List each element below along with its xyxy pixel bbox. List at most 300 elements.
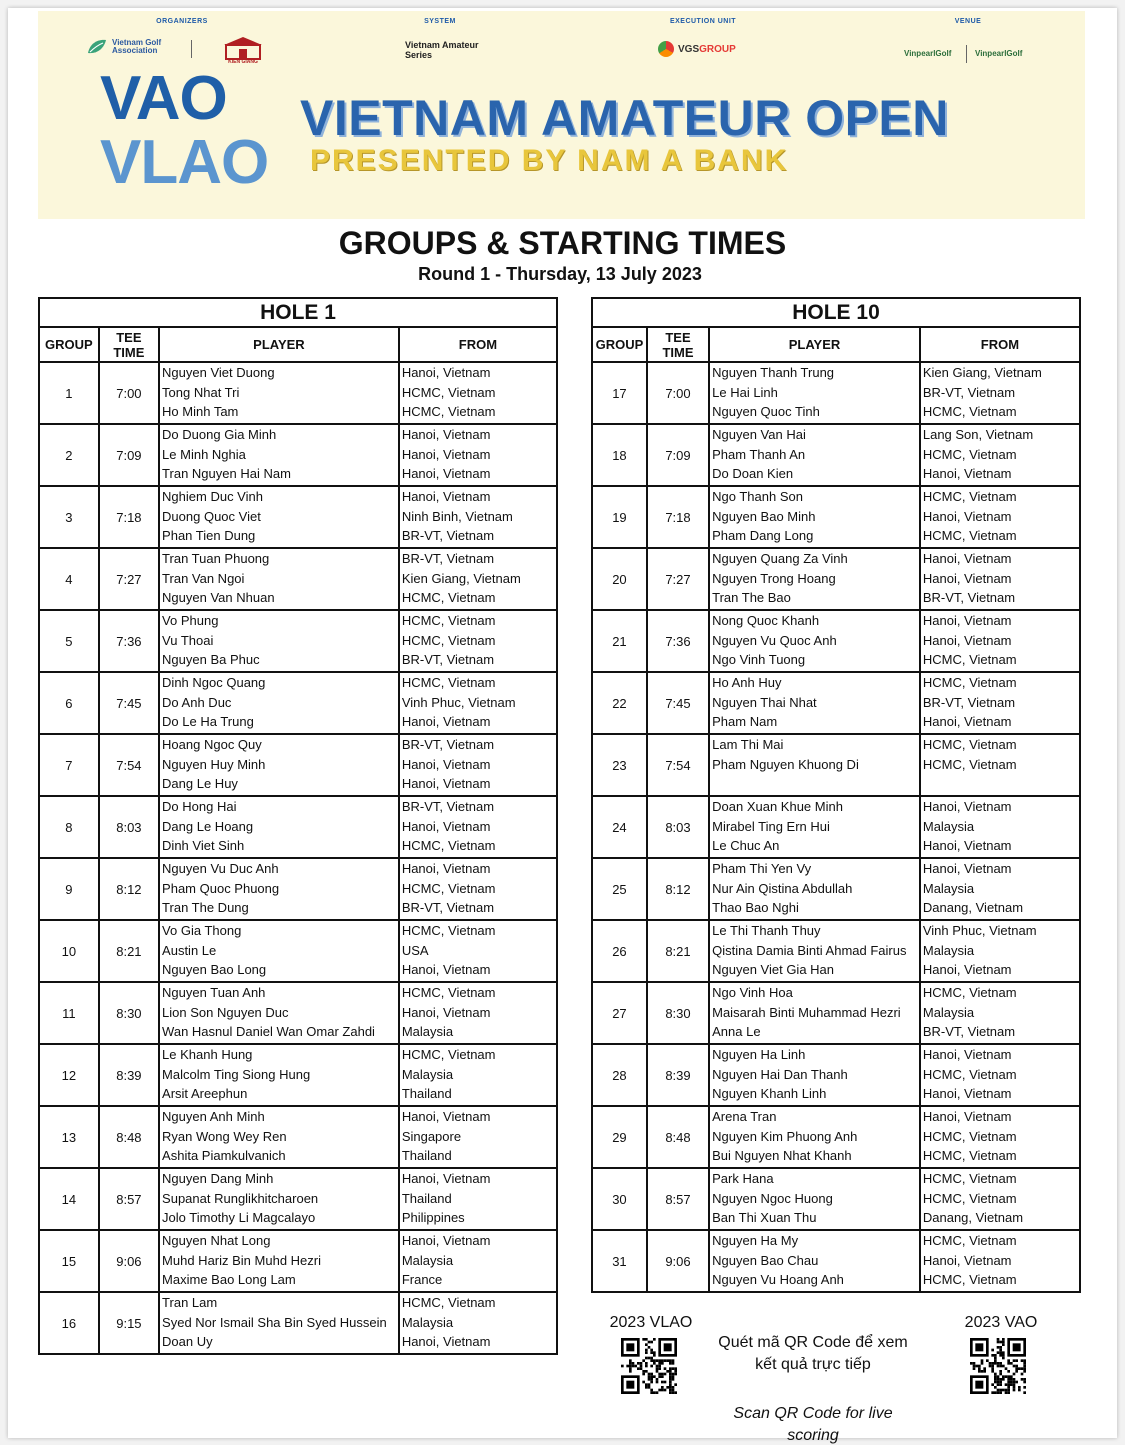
player-name: Maxime Bao Long Lam: [162, 1272, 296, 1287]
group-row: [39, 734, 557, 796]
player-name: Nguyen Bao Long: [162, 962, 267, 977]
group-number: 22: [592, 672, 647, 734]
tee-time: 7:18: [647, 486, 709, 548]
player-cell: [159, 1044, 399, 1106]
from-cell: [399, 1292, 557, 1354]
player-origin: Hanoi, Vietnam: [401, 446, 491, 462]
tee-time: 8:30: [99, 982, 159, 1044]
player-name: Do Duong Gia Minh: [162, 427, 277, 442]
tee-time: 7:45: [99, 672, 159, 734]
from-cell: [399, 858, 557, 920]
player-name: Ashita Piamkulvanich: [162, 1148, 286, 1163]
player-origin: Hanoi, Vietnam: [922, 466, 1012, 481]
group-row: [592, 982, 1080, 1044]
group-row: [592, 424, 1080, 486]
player-origin: Singapore: [401, 1128, 462, 1144]
tee-time: 8:30: [647, 982, 709, 1044]
player-origin: Kien Giang, Vietnam: [922, 365, 1042, 380]
player-name: Nguyen Vu Duc Anh: [162, 861, 279, 876]
player-name: Ngo Thanh Son: [712, 489, 803, 504]
player-name: Mirabel Ting Ern Hui: [712, 818, 830, 834]
from-cell: [399, 362, 557, 424]
player-cell: [709, 1168, 920, 1230]
player-name: Tran Tuan Phuong: [162, 551, 270, 566]
hole-10-title: HOLE 10: [592, 298, 1080, 327]
group-row: [592, 548, 1080, 610]
group-number: 15: [39, 1230, 99, 1292]
from-cell: [920, 1230, 1080, 1292]
tee-time: 8:48: [99, 1106, 159, 1168]
player-name: Nong Quoc Khanh: [712, 613, 820, 628]
player-origin: Hanoi, Vietnam: [922, 799, 1012, 814]
player-name: Pham Quoc Phuong: [162, 880, 280, 896]
time-label: TIME: [113, 344, 145, 360]
player-origin: HCMC, Vietnam: [922, 1128, 1017, 1144]
player-name: Tran The Dung: [162, 900, 249, 915]
player-origin: Danang, Vietnam: [922, 1210, 1024, 1225]
player-origin: HCMC, Vietnam: [401, 880, 496, 896]
vao-qr-code-icon[interactable]: [970, 1338, 1026, 1394]
group-row: [592, 1044, 1080, 1106]
group-row: [592, 610, 1080, 672]
tee-time: 7:27: [647, 548, 709, 610]
player-name: Pham Nguyen Khuong Di: [712, 756, 859, 772]
group-number: 10: [39, 920, 99, 982]
player-cell: [709, 672, 920, 734]
group-row: [39, 486, 557, 548]
player-origin: HCMC, Vietnam: [401, 1295, 496, 1310]
player-origin: Vinh Phuc, Vietnam: [401, 694, 516, 710]
player-cell: [709, 486, 920, 548]
system-caption: SYSTEM: [424, 18, 456, 25]
player-name: Vo Phung: [162, 613, 219, 628]
from-cell: [920, 796, 1080, 858]
player-name: Bui Nguyen Nhat Khanh: [712, 1148, 852, 1163]
player-origin: [923, 774, 1077, 793]
player-name: Pham Thi Yen Vy: [712, 861, 812, 876]
group-number: 2: [39, 424, 99, 486]
group-number: 18: [592, 424, 647, 486]
group-row: [39, 548, 557, 610]
player-name: Nguyen Trong Hoang: [712, 570, 836, 586]
player-origin: HCMC, Vietnam: [401, 923, 496, 938]
player-origin: HCMC, Vietnam: [922, 1190, 1017, 1206]
venue-divider: [966, 45, 967, 63]
group-row: [39, 362, 557, 424]
player-origin: Hanoi, Vietnam: [922, 508, 1012, 524]
group-number: 21: [592, 610, 647, 672]
group-row: [39, 1044, 557, 1106]
player-origin: HCMC, Vietnam: [922, 1272, 1017, 1287]
group-row: [592, 486, 1080, 548]
group-number: 7: [39, 734, 99, 796]
player-origin: BR-VT, Vietnam: [922, 384, 1016, 400]
player-origin: Hanoi, Vietnam: [401, 962, 491, 977]
player-name: Ngo Vinh Hoa: [712, 985, 793, 1000]
logo-divider: [191, 40, 192, 58]
player-origin: Hanoi, Vietnam: [401, 466, 491, 481]
hole-1-title: HOLE 1: [39, 298, 557, 327]
player-name: Nguyen Dang Minh: [162, 1171, 274, 1186]
player-cell: [159, 610, 399, 672]
player-cell: [159, 982, 399, 1044]
player-name: Nguyen Kim Phuong Anh: [712, 1128, 858, 1144]
tee-label: TEE: [116, 329, 142, 345]
group-row: [39, 1106, 557, 1168]
group-row: [39, 920, 557, 982]
player-origin: Vinh Phuc, Vietnam: [922, 923, 1037, 938]
player-origin: Hanoi, Vietnam: [922, 1109, 1012, 1124]
player-origin: Malaysia: [401, 1252, 454, 1268]
page-heading: GROUPS & STARTING TIMES: [338, 225, 787, 261]
player-name: Do Doan Kien: [712, 466, 794, 481]
player-name: Nguyen Thai Nhat: [712, 694, 817, 710]
group-row: [39, 1230, 557, 1292]
from-cell: [399, 1044, 557, 1106]
tee-time-col-header: [99, 327, 159, 362]
tee-time: 8:21: [99, 920, 159, 982]
player-name: Nguyen Thanh Trung: [712, 365, 835, 380]
tee-time: 9:15: [99, 1292, 159, 1354]
from-col-header: FROM: [920, 327, 1080, 362]
execution-caption: EXECUTION UNIT: [669, 18, 737, 25]
group-col-header: GROUP: [592, 327, 647, 362]
player-name: Le Chuc An: [712, 838, 780, 853]
group-number: 16: [39, 1292, 99, 1354]
player-name: Tong Nhat Tri: [162, 384, 240, 400]
vga-leaf-icon: [86, 37, 108, 57]
player-cell: [159, 796, 399, 858]
tee-time: 7:00: [647, 362, 709, 424]
player-cell: [159, 672, 399, 734]
group-number: 5: [39, 610, 99, 672]
player-name: Vu Thoai: [162, 632, 214, 648]
venue-logo-1: VinpearlGolf: [904, 49, 952, 58]
player-origin: BR-VT, Vietnam: [401, 652, 495, 667]
player-name: Pham Dang Long: [712, 528, 814, 543]
player-cell: [709, 362, 920, 424]
player-origin: Thailand: [401, 1148, 452, 1163]
from-cell: [920, 734, 1080, 796]
player-name: Nguyen Vu Quoc Anh: [712, 632, 837, 648]
player-cell: [709, 548, 920, 610]
group-number: 9: [39, 858, 99, 920]
from-cell: [920, 610, 1080, 672]
hole-10-table: [591, 297, 1081, 1293]
player-name: Park Hana: [712, 1171, 774, 1186]
player-origin: BR-VT, Vietnam: [401, 551, 495, 566]
from-cell: [920, 424, 1080, 486]
player-origin: Danang, Vietnam: [922, 900, 1024, 915]
player-origin: Hanoi, Vietnam: [401, 1004, 491, 1020]
player-origin: Hanoi, Vietnam: [401, 861, 491, 876]
group-row: [592, 1230, 1080, 1292]
group-number: 31: [592, 1230, 647, 1292]
tee-time: 8:57: [99, 1168, 159, 1230]
group-row: [39, 610, 557, 672]
player-origin: Lang Son, Vietnam: [922, 427, 1034, 442]
player-origin: Hanoi, Vietnam: [401, 1233, 491, 1248]
player-origin: Ninh Binh, Vietnam: [401, 508, 513, 524]
player-origin: HCMC, Vietnam: [922, 756, 1017, 772]
from-cell: [920, 920, 1080, 982]
from-cell: [399, 1106, 557, 1168]
player-name: Le Hai Linh: [712, 384, 778, 400]
player-origin: USA: [401, 942, 429, 958]
from-cell: [920, 1106, 1080, 1168]
from-cell: [920, 548, 1080, 610]
schedule-sheet: [8, 8, 1117, 1444]
from-cell: [920, 982, 1080, 1044]
from-cell: [399, 1168, 557, 1230]
player-origin: HCMC, Vietnam: [401, 590, 496, 605]
tee-time: 8:57: [647, 1168, 709, 1230]
player-cell: [159, 1168, 399, 1230]
from-cell: [399, 610, 557, 672]
player-origin: Hanoi, Vietnam: [922, 714, 1012, 729]
player-name: Nguyen Huy Minh: [162, 756, 266, 772]
player-name: Lam Thi Mai: [712, 737, 784, 752]
player-cell: [159, 1106, 399, 1168]
player-origin: Thailand: [401, 1190, 452, 1206]
from-cell: [399, 920, 557, 982]
group-number: 25: [592, 858, 647, 920]
player-cell: [709, 1106, 920, 1168]
player-name: Nguyen Bao Minh: [712, 508, 816, 524]
vgs-emblem-icon: [658, 41, 674, 57]
player-name: Malcolm Ting Siong Hung: [162, 1066, 311, 1082]
player-origin: Hanoi, Vietnam: [922, 1086, 1012, 1101]
player-origin: Malaysia: [401, 1066, 454, 1082]
player-name: Do Le Ha Trung: [162, 714, 254, 729]
group-row: [39, 858, 557, 920]
player-name: Pham Nam: [712, 714, 778, 729]
from-cell: [399, 796, 557, 858]
player-origin: BR-VT, Vietnam: [922, 590, 1016, 605]
player-origin: Malaysia: [401, 1024, 454, 1039]
player-cell: [159, 548, 399, 610]
group-row: [39, 1292, 557, 1354]
from-cell: [399, 734, 557, 796]
group-row: [39, 1168, 557, 1230]
player-origin: HCMC, Vietnam: [922, 652, 1017, 667]
vlao-logo: VLAO: [100, 128, 269, 197]
player-name: Nguyen Nhat Long: [162, 1233, 271, 1248]
group-number: 4: [39, 548, 99, 610]
player-cell: [709, 1230, 920, 1292]
player-cell: [709, 982, 920, 1044]
player-origin: Hanoi, Vietnam: [401, 1171, 491, 1186]
group-row: [592, 858, 1080, 920]
group-row: [39, 982, 557, 1044]
tee-time: 8:48: [647, 1106, 709, 1168]
from-cell: [399, 548, 557, 610]
player-origin: HCMC, Vietnam: [922, 675, 1017, 690]
vlao-qr-label: 2023 VLAO: [609, 1314, 693, 1331]
player-cell: [709, 424, 920, 486]
group-number: 6: [39, 672, 99, 734]
player-name: Arena Tran: [712, 1109, 777, 1124]
player-origin: Malaysia: [922, 942, 975, 958]
from-cell: [920, 858, 1080, 920]
player-name: Nghiem Duc Vinh: [162, 489, 263, 504]
player-origin: Hanoi, Vietnam: [401, 818, 491, 834]
player-cell: [159, 1292, 399, 1354]
player-origin: BR-VT, Vietnam: [401, 737, 495, 752]
player-origin: Hanoi, Vietnam: [401, 1334, 491, 1349]
player-name: Tran Nguyen Hai Nam: [162, 466, 291, 481]
player-col-header: PLAYER: [159, 327, 399, 362]
from-cell: [920, 486, 1080, 548]
player-origin: Malaysia: [401, 1314, 454, 1330]
player-origin: HCMC, Vietnam: [922, 1148, 1017, 1163]
player-origin: Hanoi, Vietnam: [401, 365, 491, 380]
vgs-text: VGS: [678, 43, 700, 55]
player-origin: HCMC, Vietnam: [922, 1171, 1017, 1186]
player-origin: Hanoi, Vietnam: [401, 714, 491, 729]
player-origin: HCMC, Vietnam: [922, 1233, 1017, 1248]
player-origin: Thailand: [401, 1086, 452, 1101]
tee-time: 8:21: [647, 920, 709, 982]
group-number: 23: [592, 734, 647, 796]
player-name: Nguyen Ha My: [712, 1233, 799, 1248]
vgs-group-logo: [658, 41, 736, 57]
player-name: Nguyen Vu Hoang Anh: [712, 1272, 844, 1287]
player-origin: Hanoi, Vietnam: [922, 1047, 1012, 1062]
player-cell: [159, 920, 399, 982]
player-name: Dang Le Huy: [162, 776, 238, 791]
player-name: Tran Lam: [162, 1295, 218, 1310]
player-name: Doan Xuan Khue Minh: [712, 799, 843, 814]
player-cell: [709, 796, 920, 858]
group-number: 28: [592, 1044, 647, 1106]
player-cell: [709, 610, 920, 672]
player-origin: HCMC, Vietnam: [401, 613, 496, 628]
player-name: Nguyen Bao Chau: [712, 1252, 819, 1268]
organizers-caption: ORGANIZERS: [156, 18, 208, 25]
from-cell: [920, 362, 1080, 424]
group-number: 24: [592, 796, 647, 858]
player-name: Le Thi Thanh Thuy: [712, 923, 821, 938]
from-cell: [920, 672, 1080, 734]
player-name: Tran Van Ngoi: [162, 570, 245, 586]
tee-time: 8:12: [647, 858, 709, 920]
group-number: 30: [592, 1168, 647, 1230]
player-origin: HCMC, Vietnam: [922, 985, 1017, 1000]
player-cell: [159, 362, 399, 424]
group-number: 19: [592, 486, 647, 548]
player-origin: HCMC, Vietnam: [922, 446, 1017, 462]
player-name: Ngo Vinh Tuong: [712, 652, 806, 667]
player-cell: [159, 424, 399, 486]
group-number: 13: [39, 1106, 99, 1168]
time-label: TIME: [662, 344, 694, 360]
player-name: Nguyen Quang Za Vinh: [712, 551, 848, 566]
player-origin: HCMC, Vietnam: [401, 632, 496, 648]
event-banner: [38, 11, 1085, 219]
player-origin: Hanoi, Vietnam: [922, 632, 1012, 648]
tee-time: 8:39: [99, 1044, 159, 1106]
player-name: Arsit Areephun: [162, 1086, 248, 1101]
player-name: Maisarah Binti Muhammad Hezri: [712, 1004, 901, 1020]
player-origin: Hanoi, Vietnam: [922, 1252, 1012, 1268]
player-name: Nguyen Van Hai: [712, 427, 806, 442]
qr-en-line-1: Scan QR Code for live: [733, 1405, 893, 1422]
player-origin: Malaysia: [922, 818, 975, 834]
kien-giang-name: KIEN GIANG: [228, 59, 258, 65]
round-date: Round 1 - Thursday, 13 July 2023: [418, 264, 702, 284]
group-col-header: GROUP: [39, 327, 99, 362]
tee-time-col-header: [647, 327, 709, 362]
tee-time: 9:06: [647, 1230, 709, 1292]
qr-instruction-en: [723, 1403, 903, 1445]
event-subtitle: PRESENTED BY NAM A BANK: [310, 144, 789, 177]
player-origin: Malaysia: [922, 880, 975, 896]
vga-logo: [86, 37, 174, 57]
tee-time: 7:54: [99, 734, 159, 796]
player-name: Doan Uy: [162, 1334, 213, 1349]
venue-caption: VENUE: [954, 18, 982, 25]
group-row: [592, 362, 1080, 424]
tee-label: TEE: [665, 329, 691, 345]
player-origin: HCMC, Vietnam: [401, 985, 496, 1000]
player-name: Thao Bao Nghi: [712, 900, 799, 915]
group-number: 26: [592, 920, 647, 982]
vga-name: Vietnam Golf Association: [112, 38, 162, 55]
player-origin: HCMC, Vietnam: [401, 675, 496, 690]
player-origin: Hanoi, Vietnam: [401, 427, 491, 442]
player-origin: HCMC, Vietnam: [401, 838, 496, 853]
player-origin: BR-VT, Vietnam: [401, 528, 495, 543]
player-name: Nguyen Khanh Linh: [712, 1086, 827, 1101]
player-origin: Hanoi, Vietnam: [922, 551, 1012, 566]
player-origin: HCMC, Vietnam: [401, 1047, 496, 1062]
player-name: Wan Hasnul Daniel Wan Omar Zahdi: [162, 1024, 375, 1039]
tee-time: 7:27: [99, 548, 159, 610]
player-name: Lion Son Nguyen Duc: [162, 1004, 289, 1020]
player-origin: HCMC, Vietnam: [922, 528, 1017, 543]
player-name: Hoang Ngoc Quy: [162, 737, 262, 752]
vlao-qr-code-icon[interactable]: [621, 1338, 677, 1394]
player-origin: Hanoi, Vietnam: [922, 838, 1012, 853]
player-name: Ho Anh Huy: [712, 675, 782, 690]
qr-en-line-2: scoring: [787, 1427, 839, 1444]
player-origin: HCMC, Vietnam: [401, 404, 496, 419]
group-number: 29: [592, 1106, 647, 1168]
tee-time: 7:36: [647, 610, 709, 672]
player-name: Muhd Hariz Bin Muhd Hezri: [162, 1252, 321, 1268]
player-name: Nguyen Viet Gia Han: [712, 962, 835, 977]
from-cell: [920, 1044, 1080, 1106]
group-number: 17: [592, 362, 647, 424]
player-origin: BR-VT, Vietnam: [401, 799, 495, 814]
group-number: 1: [39, 362, 99, 424]
player-name: [712, 774, 917, 793]
player-name: Dinh Viet Sinh: [162, 838, 245, 853]
player-name: Nguyen Ngoc Huong: [712, 1190, 833, 1206]
tee-time: 8:03: [647, 796, 709, 858]
player-origin: BR-VT, Vietnam: [401, 900, 495, 915]
group-number: 3: [39, 486, 99, 548]
player-name: Jolo Timothy Li Magcalayo: [162, 1210, 316, 1225]
player-cell: [709, 1044, 920, 1106]
player-origin: HCMC, Vietnam: [922, 1066, 1017, 1082]
player-name: Nguyen Viet Duong: [162, 365, 275, 380]
vao-logo: VAO: [100, 64, 227, 133]
tee-time: 7:54: [647, 734, 709, 796]
tee-time: 7:36: [99, 610, 159, 672]
from-cell: [399, 672, 557, 734]
